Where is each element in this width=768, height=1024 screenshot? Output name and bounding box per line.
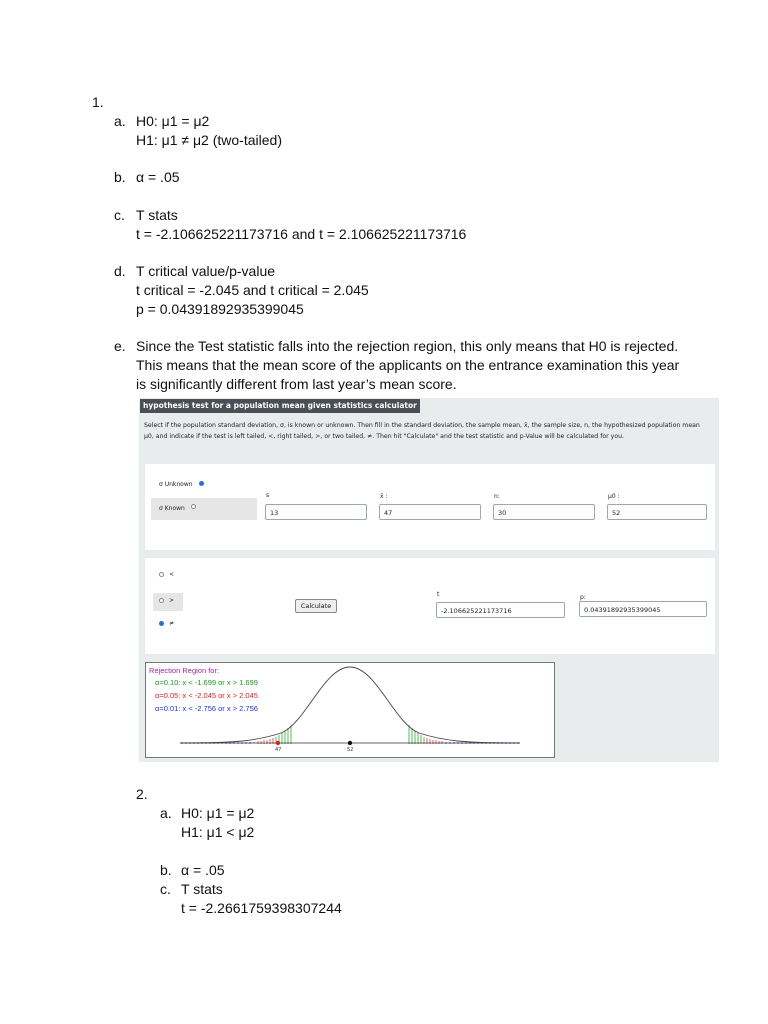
input-panel xyxy=(145,464,715,550)
calculator-title: hypothesis test for a population mean given statistics calculator xyxy=(140,399,420,413)
two-tailed-radio[interactable] xyxy=(159,621,164,626)
p-label: p: xyxy=(580,594,586,601)
right-tailed-radio[interactable] xyxy=(159,598,164,603)
sigma-unknown-label: σ Unknown xyxy=(159,481,193,488)
distribution-plot xyxy=(146,663,554,757)
calculator-screenshot xyxy=(139,398,719,762)
two-tailed-label: ≠ xyxy=(169,620,175,627)
calculator-description: Select if the population standard deviation, σ, is known or unknown. Then fill in the standard deviation, the sample mean, x̄, the sample size, n, the hypothesized population mean μ0, and indicate if the test is left tailed, <, right tailed, >, or two tailed, ≠. Then hit "Calculate" and the test statistic and p-Value will be calculated for you. xyxy=(144,422,700,440)
legend-alpha-005: α=0.05: x < -2.045 or x > 2.045 xyxy=(155,691,258,700)
p-output[interactable]: 0.04391892935399045 xyxy=(579,601,707,617)
q1-c-marker: c. xyxy=(114,207,125,223)
q1-conclusion-line1: Since the Test statistic falls into the rejection region, this only means that H0 is rejected. xyxy=(136,338,679,354)
q1-conclusion-line2: This means that the mean score of the applicants on the entrance examination this year xyxy=(136,357,680,373)
q2-b-marker: b. xyxy=(160,862,172,878)
q2-tstats-value: t = -2.2661759398307244 xyxy=(181,900,342,916)
q1-h0: H0: μ1 = μ2 xyxy=(136,113,210,129)
q1-critical-title: T critical value/p-value xyxy=(136,263,276,279)
tick-hypothesized-mean: 52 xyxy=(347,747,354,753)
right-tailed-label: > xyxy=(169,597,175,604)
q1-p-value: p = 0.04391892935399045 xyxy=(136,301,304,317)
q1-b-marker: b. xyxy=(114,169,126,185)
q2-h1: H1: μ1 < μ2 xyxy=(181,824,255,840)
q1-h1: H1: μ1 ≠ μ2 (two-tailed) xyxy=(136,132,282,148)
t-distribution-curve xyxy=(180,667,520,743)
hypothesized-mean-marker xyxy=(348,741,352,745)
legend-alpha-001: α=0.01: x < -2.756 or x > 2.756 xyxy=(155,704,258,713)
q2-c-marker: c. xyxy=(160,881,171,897)
q1-critical-values: t critical = -2.045 and t critical = 2.045 xyxy=(136,282,369,298)
legend-alpha-010: α=0.10: x < -1.699 or x > 1.699 xyxy=(155,678,258,687)
question-2-number: 2. xyxy=(136,786,148,802)
s-label: s xyxy=(266,492,270,499)
left-tailed-label: < xyxy=(169,571,175,578)
s-input[interactable]: 13 xyxy=(265,504,367,520)
q1-tstats-value: t = -2.106625221173716 and t = 2.106625221173716 xyxy=(136,226,467,242)
q2-h0: H0: μ1 = μ2 xyxy=(181,805,255,821)
mu0-input[interactable]: 52 xyxy=(607,504,707,520)
sigma-unknown-radio[interactable] xyxy=(199,481,204,486)
tick-sample-mean: 47 xyxy=(275,747,282,753)
right-tailed-row xyxy=(153,593,183,611)
q1-e-marker: e. xyxy=(114,338,126,354)
q1-tstats-title: T stats xyxy=(136,207,178,223)
result-panel xyxy=(145,558,715,654)
t-label: t xyxy=(437,591,440,598)
q1-alpha: α = .05 xyxy=(136,169,180,185)
question-1-number: 1. xyxy=(92,94,104,110)
sample-mean-marker xyxy=(276,741,280,745)
q2-tstats-title: T stats xyxy=(181,881,223,897)
q1-conclusion-line3: is significantly different from last year’s mean score. xyxy=(136,376,457,392)
rejection-region-chart xyxy=(145,662,555,758)
t-output[interactable]: -2.106625221173716 xyxy=(436,602,565,618)
calculate-button[interactable]: Calculate xyxy=(295,599,337,613)
n-input[interactable]: 30 xyxy=(493,504,595,520)
n-label: n: xyxy=(494,493,500,500)
q1-d-marker: d. xyxy=(114,263,126,279)
xbar-label: x̄ : xyxy=(380,493,388,500)
q2-alpha: α = .05 xyxy=(181,862,225,878)
left-tailed-radio[interactable] xyxy=(159,572,164,577)
xbar-input[interactable]: 47 xyxy=(379,504,481,520)
q1-a-marker: a. xyxy=(114,113,126,129)
mu0-label: μ0 : xyxy=(608,493,620,500)
sigma-known-label: σ Known xyxy=(159,505,185,512)
legend-title: Rejection Region for: xyxy=(149,666,220,675)
sigma-known-radio[interactable] xyxy=(191,504,196,509)
q2-a-marker: a. xyxy=(160,805,172,821)
